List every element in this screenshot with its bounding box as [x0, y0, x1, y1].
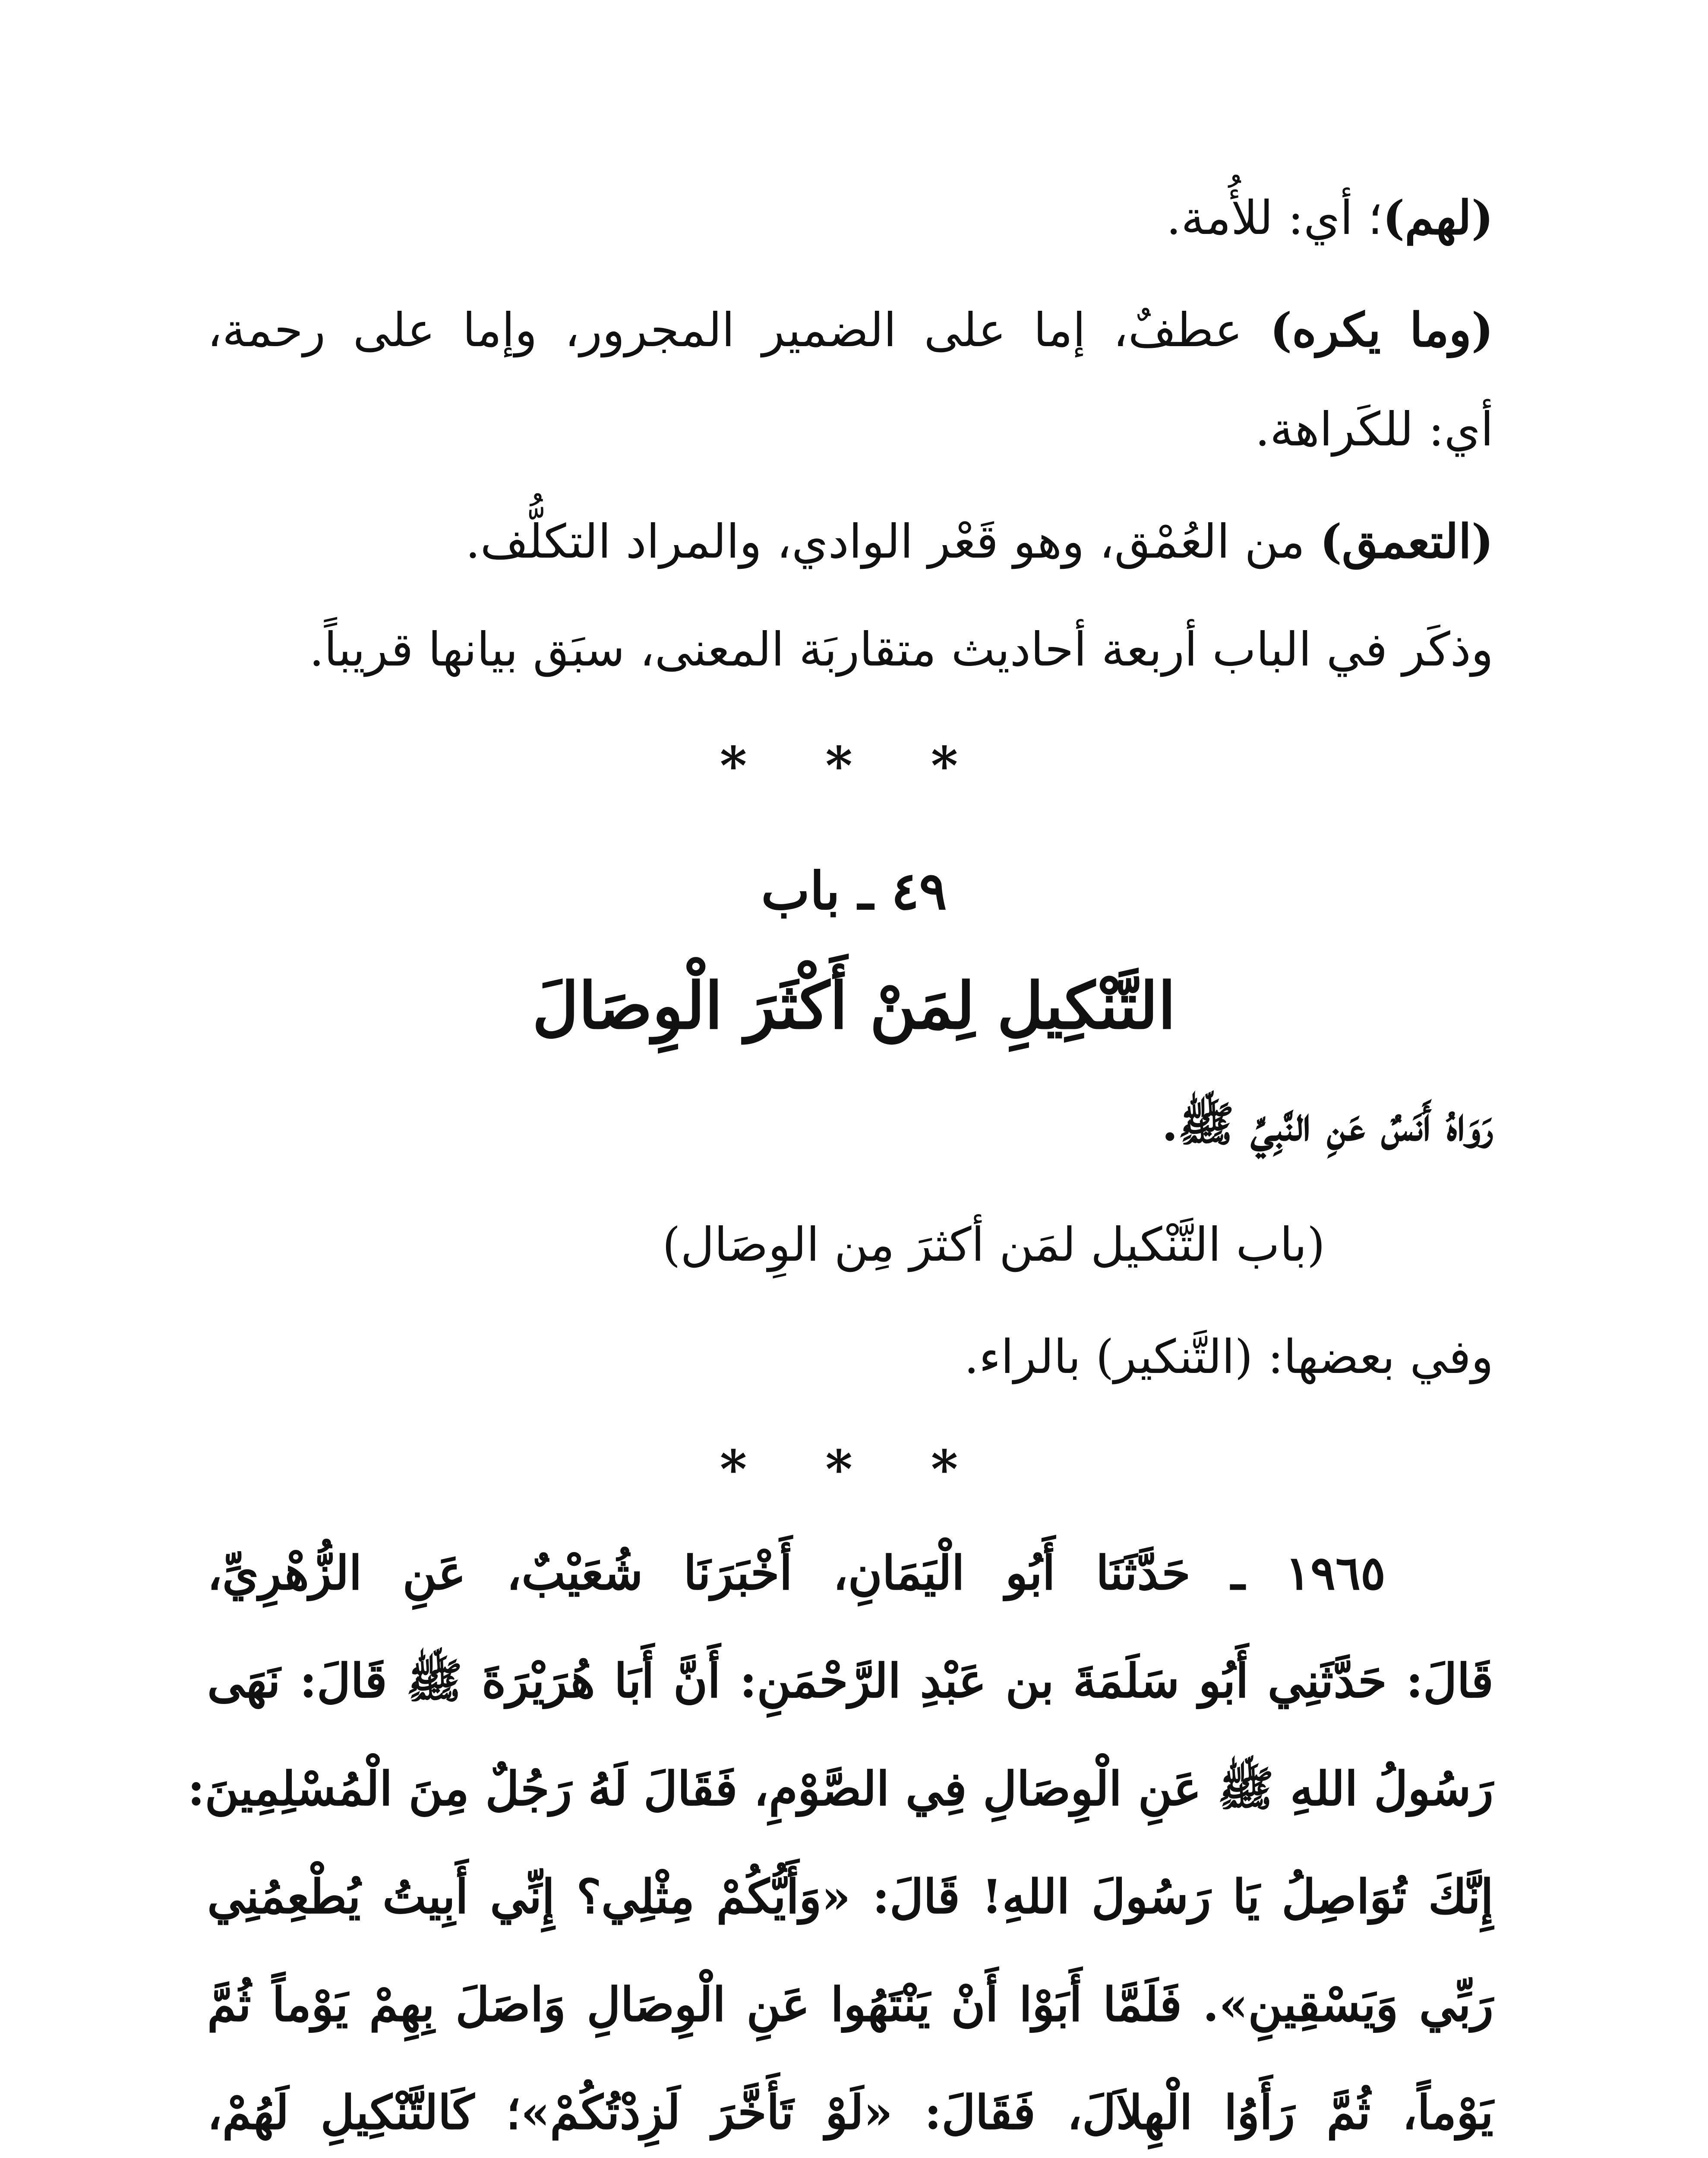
- commentary-line: [1166, 186, 1493, 251]
- hadith-line: إِنَّكَ تُوَاصِلُ يَا رَسُولَ اللهِ! قَالَ: «وَأَيُّكُمْ مِثْلِي؟ إِنِّي أَبِيتُ يُطْعِمُنِي: [207, 1870, 1493, 1924]
- commentary-line: [1255, 397, 1493, 462]
- commentary-line: [465, 509, 1493, 574]
- commentary-line: [309, 617, 1493, 682]
- commentary-text: أي: للكَراهة.: [1255, 403, 1493, 457]
- commentary-text: عطفٌ، إما على الضمير المجرور، وإما على رحمة،: [207, 303, 1270, 357]
- commentary-text: من العُمْق، وهو قَعْر الوادي، والمراد التكلُّف.: [465, 515, 1320, 569]
- section-separator: * * *: [720, 1439, 988, 1500]
- chapter-number: ٤٩ ـ باب: [761, 861, 947, 921]
- commentary-term: (التعمق): [1320, 514, 1493, 569]
- hadith-line: رَبِّي وَيَسْقِينِ». فَلَمَّا أَبَوْا أَنْ يَنْتَهُوا عَنِ الْوِصَالِ وَاصَلَ بِهِمْ يَوْماً ثُمَّ: [207, 1978, 1493, 2032]
- hadith-line: ١٩٦٥ ـ حَدَّثَنَا أَبُو الْيَمَانِ، أَخْبَرَنَا شُعَيْبٌ، عَنِ الزُّهْرِيِّ،: [207, 1546, 1386, 1600]
- commentary-block: [207, 186, 1493, 725]
- hadith-line: رَسُولُ اللهِ ﷺ عَنِ الْوِصَالِ فِي الصَّوْمِ، فَقَالَ لَهُ رَجُلٌ مِنَ الْمُسْلِمِينَ:: [187, 1762, 1493, 1816]
- chapter-title: التَّنْكِيلِ لِمَنْ أَكْثَرَ الْوِصَالَ: [532, 968, 1176, 1043]
- commentary-text: ؛ أي: للأُمة.: [1166, 191, 1383, 245]
- chapter-bracket-title: (باب التَّنْكيل لمَن أكثرَ مِن الوِصَال): [662, 1218, 1325, 1272]
- hadith-line: يَوْماً، ثُمَّ رَأَوُا الْهِلاَلَ، فَقَالَ: «لَوْ تَأَخَّرَ لَزِدْتُكُمْ»؛ كَالتَّنْكِيلِ لَهُمْ،: [207, 2085, 1493, 2140]
- chapter-notes: [207, 1092, 1493, 1437]
- chapter-narration: رَوَاهُ أَنَسٌ عَنِ النَّبِيِّ ﷺ.: [1162, 1097, 1493, 1152]
- commentary-term: (لهم): [1383, 191, 1493, 245]
- commentary-line: [207, 298, 1493, 363]
- hadith-line: قَالَ: حَدَّثَنِي أَبُو سَلَمَةَ بن عَبْدِ الرَّحْمَنِ: أَنَّ أَبَا هُرَيْرَةَ ﷺ قَالَ: نَهَى: [207, 1654, 1493, 1708]
- commentary-term: (وما يكره): [1270, 303, 1493, 357]
- section-separator: * * *: [720, 735, 988, 796]
- chapter-variant-note: وفي بعضها: (التَّنكير) بالراء.: [964, 1330, 1493, 1384]
- hadith-block: [187, 1541, 1493, 2158]
- commentary-text: وذكَر في الباب أربعة أحاديث متقاربَة المعنى، سبَق بيانها قريباً.: [309, 623, 1493, 677]
